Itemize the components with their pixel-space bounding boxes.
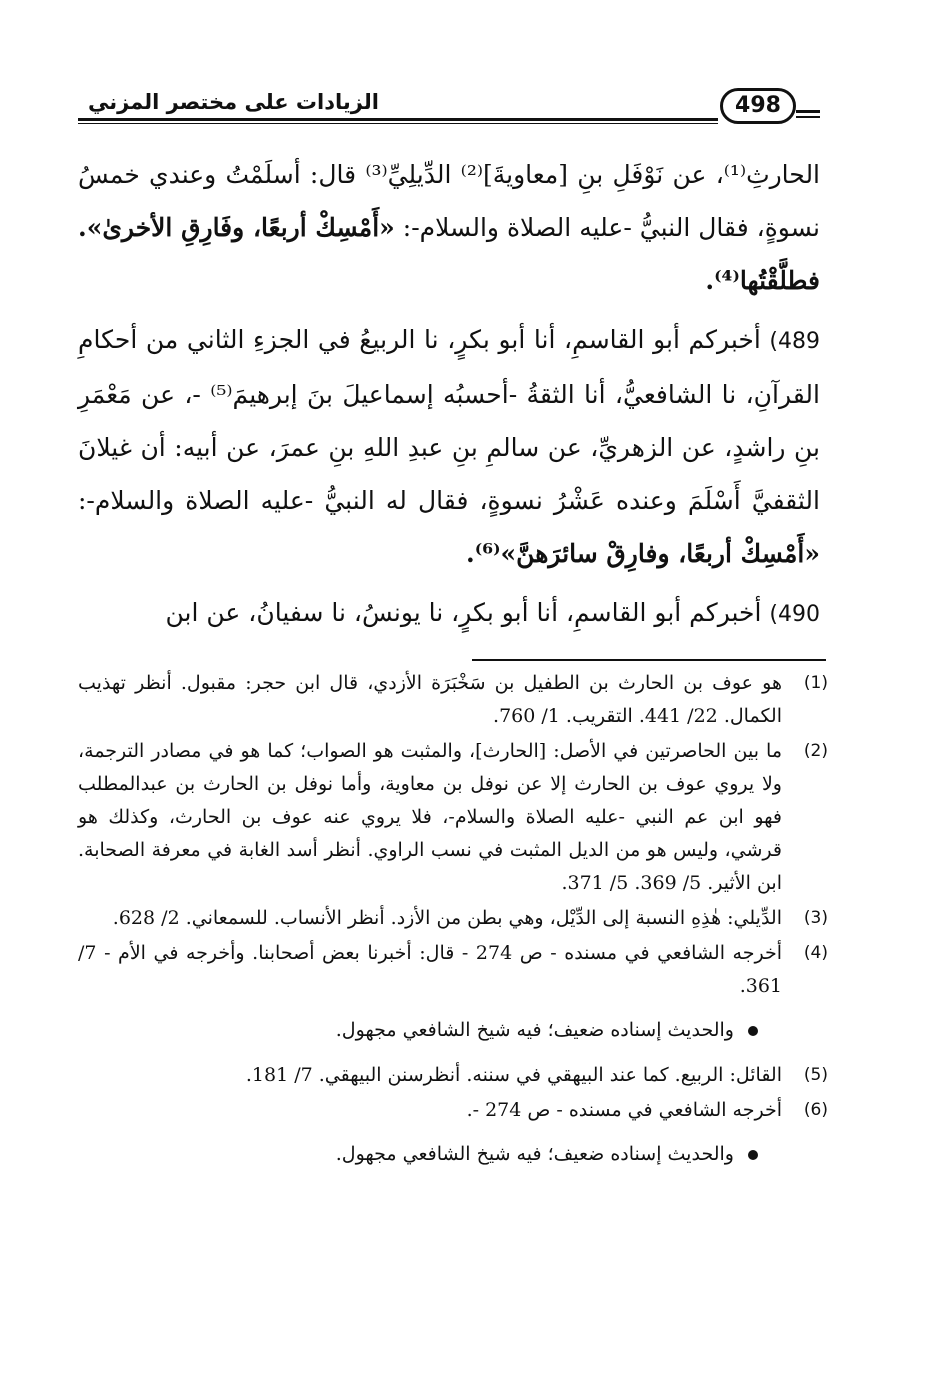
bullet-icon (748, 1150, 758, 1160)
footnote-mark: (1) (803, 673, 828, 693)
header-rule-tail-thin (796, 116, 820, 118)
bullet-icon (748, 1026, 758, 1036)
grading-note (78, 1015, 758, 1045)
hadith-number: 490) (769, 602, 820, 627)
footnote-mark: (4) (803, 943, 828, 963)
page-header (78, 88, 820, 128)
footnotes (78, 667, 828, 1183)
grading-note (78, 1139, 758, 1169)
footnote-5 (78, 1059, 828, 1092)
footnote-text: هو عوف بن الحارث بن الطفيل بن سَخْبَرَة الأزدي، قال ابن حجر: مقبول. أنظر تهذيب الكمال. 22/ 441. التقريب. 1/ 760. (78, 672, 782, 727)
footnote-2 (78, 735, 828, 900)
header-rule-thin (78, 123, 718, 124)
footnote-text: الدِّيلي: هٰذِهِ النسبة إلى الدِّيْل، وهي بطن من الأزد. أنظر الأنساب. للسمعاني. 2/ 628. (112, 907, 782, 929)
footnote-separator (472, 659, 826, 661)
footnote-text: ما بين الحاصرتين في الأصل: [الحارث]، والمثبت هو الصواب؛ كما هو في مصادر الترجمة، ولا يروي عوف بن الحارث إلا عن نوفل بن معاوية، وأما نوفل بن الحارث بن عبدالمطلب فهو ابن عم النبي -عليه الصلاة والسلام-، فلا يروي عنه عوف بن الحارث، وكذلك هو قرشي، وليس هو من الديل المثبت في نسب الراوي. أنظر أسد الغابة في معرفة الصحابة. ابن الأثير. 5/ 369. 5/ 371. (78, 740, 782, 894)
hadith-quote: «أَمْسِكْ أربعًا، وفارِقْ سائرَهنَّ»⁽⁶⁾. (466, 539, 820, 568)
continuation-paragraph (78, 148, 820, 307)
main-text (78, 148, 820, 647)
footnote-4 (78, 937, 828, 1003)
note-text: والحديث إسناده ضعيف؛ فيه شيخ الشافعي مجهول. (335, 1143, 734, 1165)
footnote-mark: (2) (803, 741, 828, 761)
hadith-490 (78, 586, 820, 641)
hadith-quote: «أَمْسِكْ أربعًا، وفَارِقِ الأخرىٰ». فطلَّقْتُها⁽⁴⁾. (78, 213, 820, 295)
footnote-text: القائل: الربيع. كما عند البيهقي في سننه. أنظرسنن البيهقي. 7/ 181. (245, 1064, 782, 1086)
running-title: الزيادات على مختصر المزني (88, 90, 379, 114)
footnote-6 (78, 1094, 828, 1127)
footnote-3 (78, 902, 828, 935)
hadith-number: 489) (769, 329, 820, 354)
hadith-text: أخبركم أبو القاسمِ، أنا أبو بكرٍ، نا يونسُ، نا سفيانُ، عن ابن (165, 598, 762, 627)
footnote-1 (78, 667, 828, 733)
footnote-text: أخرجه الشافعي في مسنده - ص 274 - قال: أخبرنا بعض أصحابنا. وأخرجه في الأم - 7/ 361. (78, 942, 782, 997)
header-rule (78, 118, 718, 121)
footnote-text: أخرجه الشافعي في مسنده - ص 274 -. (466, 1099, 782, 1121)
footnote-mark: (3) (803, 908, 828, 928)
footnote-mark: (5) (803, 1065, 828, 1085)
page-number: 498 (720, 88, 796, 124)
hadith-489 (78, 313, 820, 580)
note-text: والحديث إسناده ضعيف؛ فيه شيخ الشافعي مجهول. (335, 1019, 734, 1041)
hadith-text: أخبركم أبو القاسمِ، أنا أبو بكرٍ، نا الربيعُ في الجزءِ الثاني من أحكامِ القرآنِ، نا الشافعيُّ، أنا الثقةُ -أحسبُه إسماعيلَ بنَ إبرهيمَ⁽⁵⁾ -، عن مَعْمَرِ بنِ راشدٍ، عن الزهريِّ، عن سالمِ بنِ عبدِ اللهِ بنِ عمرَ، عن أبيه: أن غيلانَ الثقفيَّ أَسْلَمَ وعنده عَشْرُ نسوةٍ، فقال له النبيُّ -عليه الصلاة والسلام-: (78, 325, 820, 515)
paragraph-text: الحارثِ⁽¹⁾، عن نَوْفَلِ بنِ [معاويةَ]⁽²⁾ الدِّيلِيِّ⁽³⁾ قال: أسلَمْتُ وعندي خمسُ نسوةٍ، فقال النبيُّ -عليه الصلاة والسلام-: (78, 160, 821, 242)
header-rule-tail (796, 110, 820, 113)
footnote-mark: (6) (803, 1100, 828, 1120)
